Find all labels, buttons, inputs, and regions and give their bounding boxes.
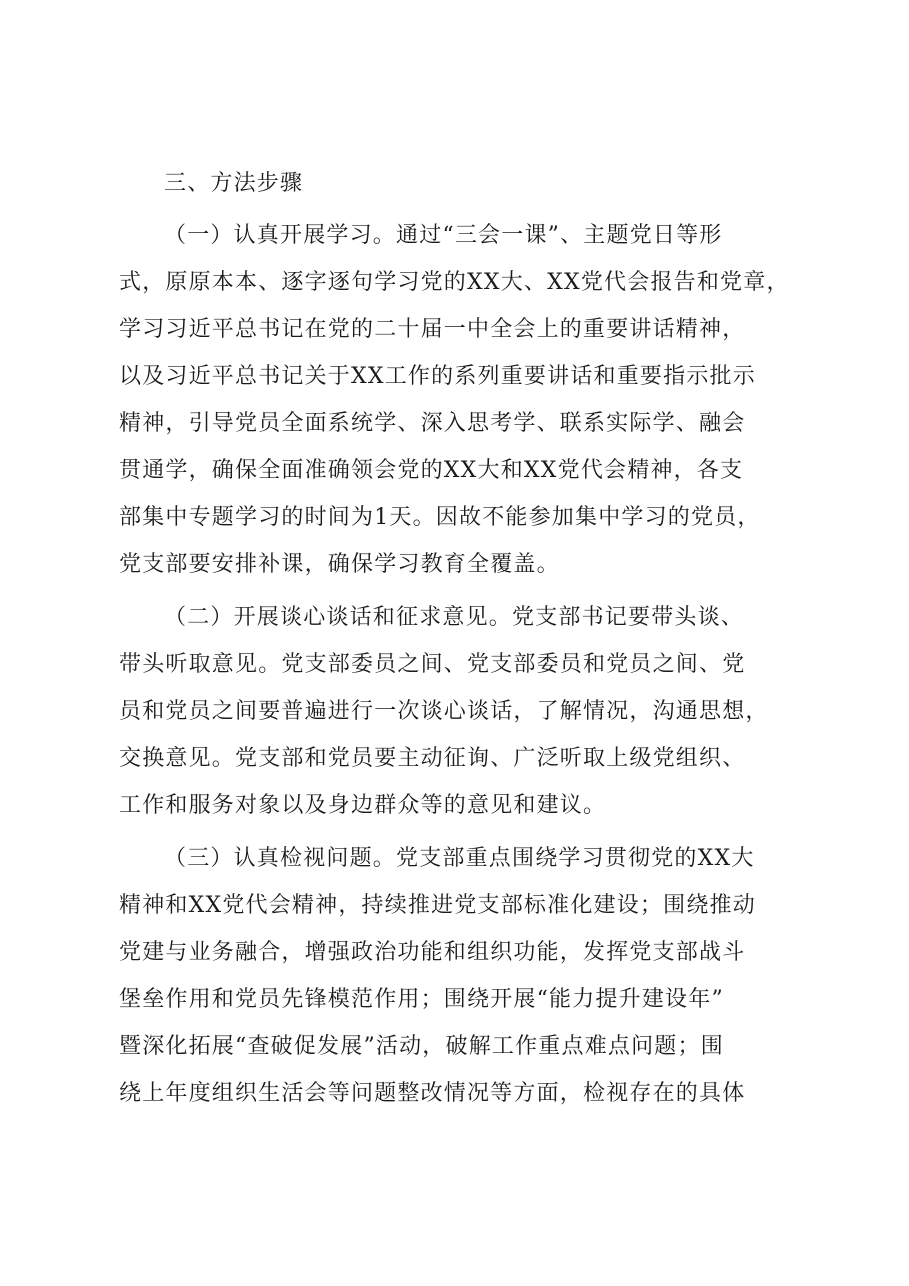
paragraph-3-line-4: 堡垒作用和党员先锋模范作用；围绕开展“能力提升建设年” <box>119 987 724 1012</box>
paragraph-2-line-5: 工作和服务对象以及身边群众等的意见和建议。 <box>119 793 607 818</box>
paragraph-3-line-3: 党建与业务融合，增强政治功能和组织功能，发挥党支部战斗 <box>119 940 746 965</box>
paragraph-2-line-1: （二）开展谈心谈话和征求意见。党支部书记要带头谈、 <box>164 605 745 630</box>
paragraph-1-line-8: 党支部要安排补课，确保学习教育全覆盖。 <box>119 552 560 577</box>
paragraph-1-line-2: 式，原原本本、逐字逐句学习党的XX大、XX党代会报告和党章， <box>119 270 790 295</box>
paragraph-3-line-5: 暨深化拓展“查破促发展”活动，破解工作重点难点问题；围 <box>119 1034 724 1059</box>
paragraph-3-line-2: 精神和XX党代会精神，持续推进党支部标准化建设；围绕推动 <box>119 893 756 918</box>
paragraph-3-line-6: 绕上年度组织生活会等问题整改情况等方面，检视存在的具体 <box>119 1081 746 1106</box>
paragraph-2-line-3: 员和党员之间要普遍进行一次谈心谈话，了解情况，沟通思想， <box>119 699 769 724</box>
paragraph-2-line-2: 带头听取意见。党支部委员之间、党支部委员和党员之间、党 <box>119 652 746 677</box>
paragraph-1-line-3: 学习习近平总书记在党的二十届一中全会上的重要讲话精神， <box>119 317 746 342</box>
paragraph-1-line-5: 精神，引导党员全面系统学、深入思考学、联系实际学、融会 <box>119 411 746 436</box>
paragraph-1-line-1: （一）认真开展学习。通过“三会一课”、主题党日等形 <box>164 223 723 248</box>
paragraph-1-line-6: 贯通学，确保全面准确领会党的XX大和XX党代会精神，各支 <box>119 458 744 483</box>
paragraph-1-line-4: 以及习近平总书记关于XX工作的系列重要讲话和重要指示批示 <box>119 364 756 389</box>
paragraph-3-line-1: （三）认真检视问题。党支部重点围绕学习贯彻党的XX大 <box>164 846 755 871</box>
paragraph-1-line-7: 部集中专题学习的时间为1天。因故不能参加集中学习的党员， <box>119 505 761 530</box>
section-heading: 三、方法步骤 <box>164 171 304 196</box>
paragraph-2-line-4: 交换意见。党支部和党员要主动征询、广泛听取上级党组织、 <box>119 746 746 771</box>
